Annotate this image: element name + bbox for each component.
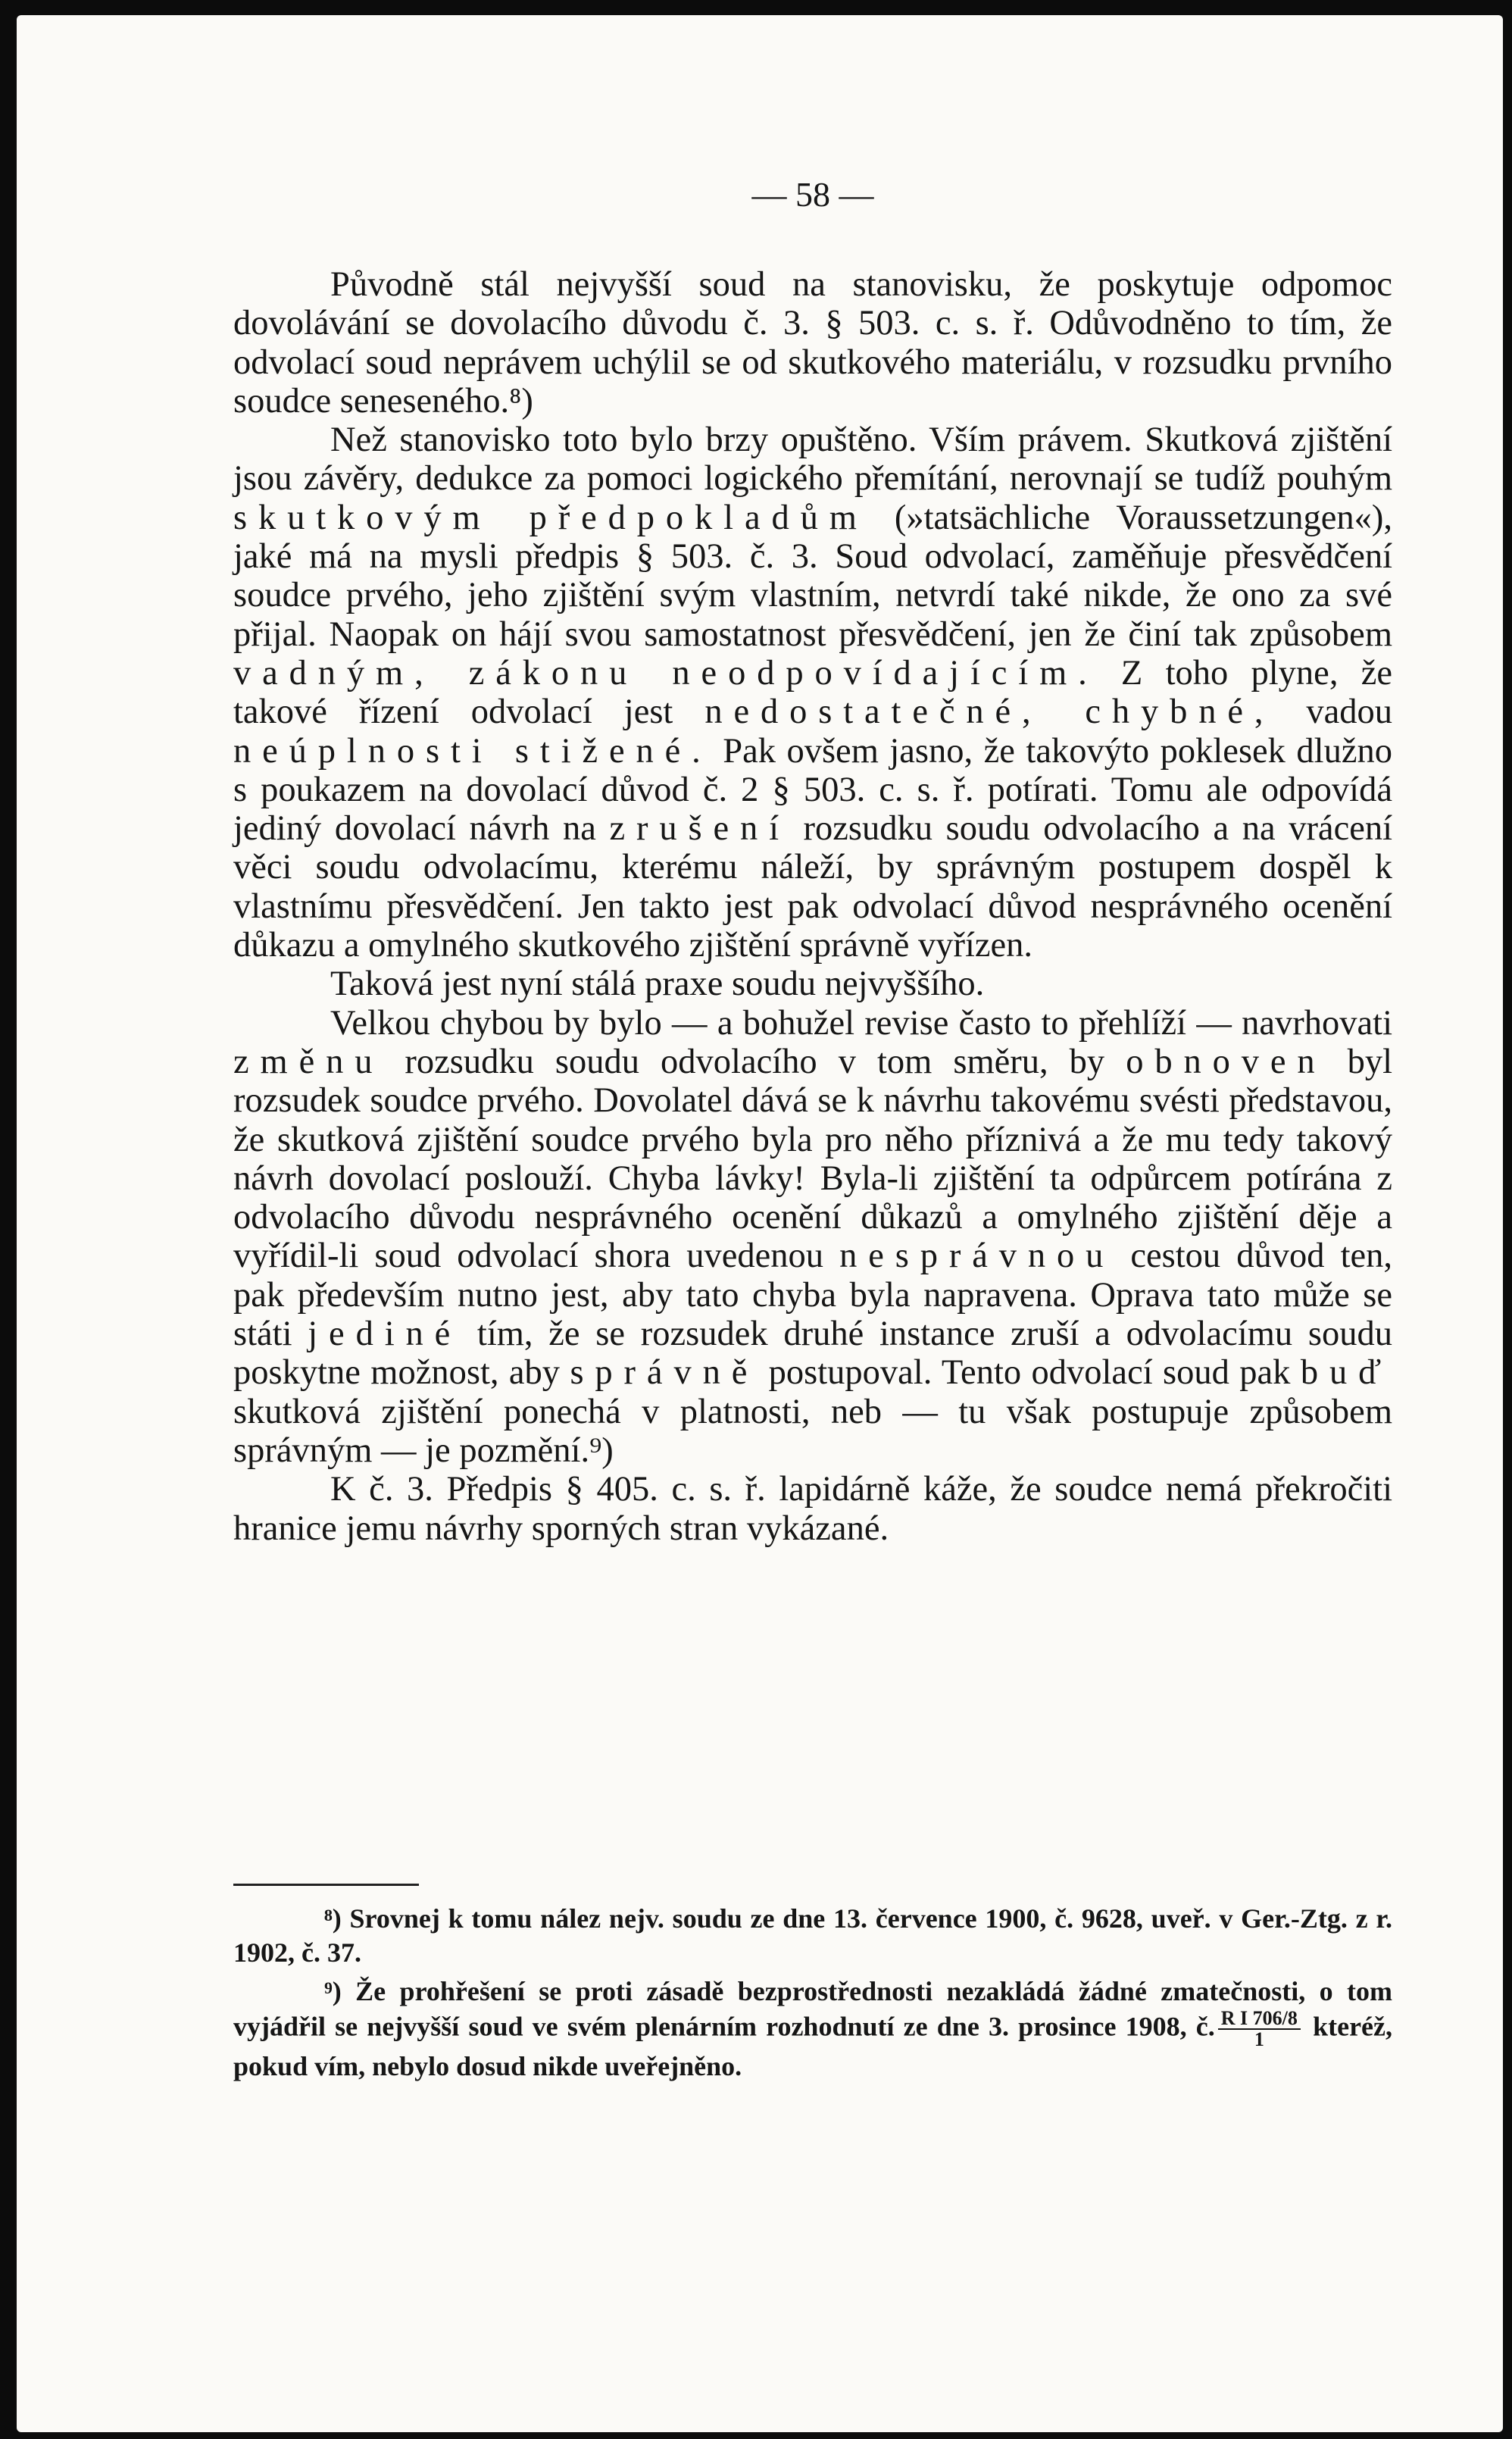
paragraph-2-text: vadou [1306, 693, 1392, 732]
paragraph-2-text: rozsudku soudu odvolacího a na vrácení věci soudu odvolacímu, kterému náleží, by správným postupem dospěl k vlastnímu přesvědčení. Jen takto jest pak odvolací důvod nesprávného ocenění důkazu a omylného skutkového zjištění správně vyřízen. [233, 809, 1393, 965]
paragraph-5: K č. 3. Předpis § 405. c. s. ř. lapidárně káže, že soudce nemá překročiti hranice jemu návrhy sporných stran vykázané. [233, 1470, 1392, 1548]
book-page [17, 15, 1503, 2432]
spaced-emphasis: nesprávnou [839, 1237, 1115, 1276]
case-number-fraction [1218, 2009, 1301, 2050]
spaced-emphasis: obnoven [1126, 1042, 1326, 1081]
spaced-emphasis: buď [1300, 1353, 1393, 1393]
paragraph-4-text: skutková zjištění ponechá v platnosti, neb — tu však postupuje způsobem správným — je pozmění.⁹) [233, 1392, 1392, 1470]
paragraph-4-text: tím, že se rozsudek druhé instance zruší a odvolacímu soudu poskytne možnost, aby [233, 1315, 1393, 1393]
paragraph-4-text: Velkou chybou by bylo — a bohužel revise často to přehlíží — navrhovati [330, 1003, 1392, 1043]
footnote-8: ⁸) Srovnej k tomu nález nejv. soudu ze dne 13. července 1900, č. 9628, uveř. v Ger.-Ztg. z r. 1902, č. 37. [233, 1903, 1392, 1968]
spaced-emphasis: nedostatečné, chybné, [704, 693, 1275, 732]
spaced-emphasis: zrušení [609, 809, 790, 849]
footnote-9-text: ⁹) Že prohřešení se proti zásadě bezprostřednosti nezakládá žádné zmatečnosti, o tom vyjádřil se nejvyšší soud ve svém plenárním rozhodnutí ze dne 3. prosince 1908, č. [233, 1976, 1392, 2042]
paragraph-2 [233, 421, 1392, 965]
paragraph-1: Původně stál nejvyšší soud na stanovisku, že poskytuje odpomoc dovolávání se dovolacího důvodu č. 3. § 503. c. s. ř. Odůvodněno to tím, že odvolací soud neprávem uchýlil se od skutkového materiálu, v rozsudku prvního soudce seneseného.⁸) [233, 265, 1392, 421]
paragraph-4-text: postupoval. Tento odvolací soud pak [768, 1353, 1291, 1393]
footnote-9 [233, 1975, 1392, 2084]
footnote-separator [233, 1884, 419, 1886]
paragraph-4 [233, 1004, 1392, 1471]
spaced-emphasis: jediné [308, 1315, 462, 1354]
page-number: — 58 — [751, 175, 874, 214]
paragraph-3: Taková jest nyní stálá praxe soudu nejvyššího. [330, 965, 985, 1004]
footnote-9-text: kteréž, pokud vím, nebylo dosud nikde uveřejněno. [233, 2011, 1393, 2081]
fraction-denominator: 1 [1254, 2028, 1264, 2050]
paragraph-2-text: (»tatsächliche Voraussetzungen«), jaké má na mysli předpis § 503. č. 3. Soud odvolací, zaměňuje přesvědčení soudce prvého, jeho zjištění svým vlastním, netvrdí také nikde, že ono za své přijal. Naopak on hájí svou samostatnost přesvědčení, jen že činí tak způsobem [233, 498, 1392, 654]
paragraph-2-text: Z toho plyne, že takové řízení odvolací jest [233, 653, 1392, 732]
spaced-emphasis: skutkovým předpokladům [233, 498, 868, 537]
spaced-emphasis: vadným, zákonu neodpovídajícím. [233, 653, 1098, 693]
fraction-numerator: R I 706/8 [1218, 2009, 1301, 2030]
spaced-emphasis: změnu [233, 1042, 384, 1081]
paragraph-4-text: cestou důvod ten, pak především nutno jest, aby tato chyba byla napravena. Oprava tato může se státi [233, 1237, 1393, 1354]
main-text [233, 265, 1392, 1548]
paragraph-4-text: byl rozsudek soudce prvého. Dovolatel dává se k návrhu takovému svésti představou, že skutková zjištění soudce prvého byla pro něho příznivá a že mu tedy takový návrh dovolací poslouží. Chyba lávky! Byla-li zjištění ta odpůrcem potírána z odvolacího důvodu nesprávného ocenění důkazů a omylného zjištění děje a vyřídil-li soud odvolací shora uvedenou [233, 1042, 1393, 1276]
footnotes [233, 1902, 1392, 2088]
paragraph-2-text: Pak ovšem jasno, že takovýto poklesek dlužno s poukazem na dovolací důvod č. 2 § 503. c. s. ř. potírati. Tomu ale odpovídá jediný dovolací návrh na [233, 731, 1392, 849]
paragraph-4-text: rozsudku soudu odvolacího v tom směru, by [405, 1042, 1105, 1081]
spaced-emphasis: správně [570, 1353, 759, 1393]
spaced-emphasis: neúplnosti stižené. [233, 731, 712, 771]
paragraph-2-text: Než stanovisko toto bylo brzy opuštěno. Vším právem. Skutková zjištění jsou závěry, dedukce za pomoci logického přemítání, nerovnají se tudíž pouhým [233, 421, 1392, 499]
